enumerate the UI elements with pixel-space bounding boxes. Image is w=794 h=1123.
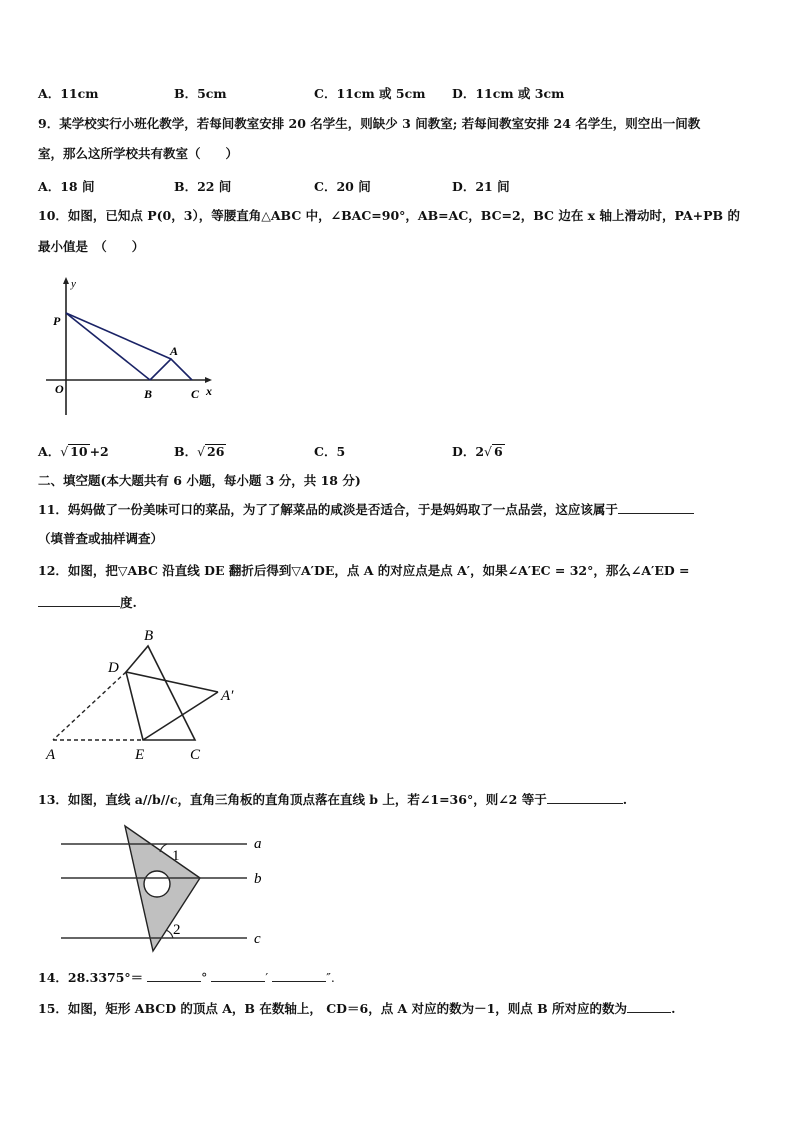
q9-line-1: 9．某学校实行小班化教学，若每间教室安排 20 名学生，则缺少 3 间教室; 若每间教室安排 24 名学生，则空出一间教: [38, 116, 701, 131]
angle-2-arc: [166, 930, 173, 938]
label-b: B: [144, 387, 153, 401]
q12-figure: [40, 622, 250, 767]
q14-second-blank[interactable]: [272, 968, 326, 982]
triangle-abc: [150, 359, 192, 380]
q9-line-2: 室，那么这所学校共有教室（ ）: [38, 146, 239, 161]
label-e: E: [135, 747, 145, 763]
label-d: D: [108, 660, 119, 676]
q10-line-1: 10．如图，已知点 P(0，3），等腰直角△ABC 中，∠BAC=90°，AB=AC，BC=2，BC 边在 x 轴上滑动时，PA+PB 的: [38, 208, 740, 223]
q9-option-c: C．20 间: [314, 179, 371, 194]
q10-option-a-label: A．: [38, 444, 61, 459]
label-a: A: [170, 344, 179, 358]
q15-tail: .: [671, 1001, 676, 1016]
label-p: P: [53, 314, 61, 328]
q13-answer-blank[interactable]: [547, 790, 623, 804]
q15-line: [38, 999, 675, 1018]
q14-deg-sign: °: [201, 970, 208, 985]
segment-pb: [66, 313, 150, 380]
q13-figure: [55, 820, 280, 960]
label-a2: A: [46, 747, 56, 763]
q10-option-a-tail: +2: [89, 444, 109, 459]
q10-option-b: B．√ 26: [174, 444, 225, 459]
label-line-b: b: [254, 871, 262, 887]
q10-option-c: C．5: [314, 444, 346, 459]
q8-option-a: A．11cm: [38, 86, 99, 101]
label-x: x: [206, 384, 212, 398]
q8-option-d: D．11cm 或 3cm: [452, 86, 565, 101]
segment-pa: [66, 313, 171, 359]
q10-option-d-label: D．2: [452, 444, 485, 459]
label-line-c: c: [254, 931, 261, 947]
label-line-a: a: [254, 836, 262, 852]
q12-answer-blank[interactable]: [38, 593, 120, 607]
section-2-title: 二、填空题(本大题共有 6 小题，每小题 3 分，共 18 分): [38, 473, 361, 488]
q14-text: 14．28.3375°＝: [38, 970, 144, 985]
label-angle-2: 2: [173, 922, 181, 938]
label-y: y: [71, 278, 76, 290]
q9-option-d: D．21 间: [452, 179, 510, 194]
q14-degree-blank[interactable]: [147, 968, 201, 982]
q13-text: 13．如图，直线 a//b//c，直角三角板的直角顶点落在直线 b 上，若∠1=36°，则∠2 等于: [38, 792, 547, 807]
q14-tail: .: [330, 970, 335, 985]
q11-line-2: （填普查或抽样调查）: [38, 531, 164, 546]
q14-minute-blank[interactable]: [211, 968, 265, 982]
label-a1: A′: [221, 688, 234, 704]
q10-option-d-radicand: 6: [494, 444, 503, 459]
label-b2: B: [144, 628, 154, 644]
q10-option-a-radicand: 10: [70, 444, 88, 459]
q14-sec-sign: ″: [326, 970, 331, 985]
q10-line-2: 最小值是 （ ）: [38, 239, 145, 254]
segment-da1: [126, 672, 218, 692]
q15-answer-blank[interactable]: [627, 999, 671, 1013]
label-o: O: [55, 382, 64, 396]
fold-line-da: [53, 672, 126, 740]
q11-line-1: [38, 500, 694, 519]
q14-line: [38, 968, 335, 987]
q11-text: 11．妈妈做了一份美味可口的菜品，为了了解菜品的咸淡是否适合，于是妈妈取了一点品尝，这应该属于: [38, 502, 618, 517]
q11-answer-blank[interactable]: [618, 500, 694, 514]
label-c: C: [191, 387, 200, 401]
q9-option-b: B．22 间: [174, 179, 232, 194]
q10-option-d: D．2√ 6: [452, 444, 503, 459]
q12-line-2: [38, 593, 137, 612]
q10-option-a: A．√ 10 +2: [38, 444, 109, 459]
q14-min-sign: ′: [265, 970, 269, 985]
q10-option-b-label: B．: [174, 444, 198, 459]
q9-option-a: A．18 间: [38, 179, 95, 194]
triangle-dbc: [126, 646, 195, 740]
set-square-hole: [144, 871, 170, 897]
q10-option-b-radicand: 26: [207, 444, 225, 459]
q8-option-c: C．11cm 或 5cm: [314, 86, 426, 101]
label-angle-1: 1: [172, 848, 180, 864]
q13-tail: .: [622, 792, 628, 807]
q10-figure: [40, 275, 230, 420]
q15-text: 15．如图，矩形 ABCD 的顶点 A，B 在数轴上， CD＝6，点 A 对应的数为－1，则点 B 所对应的数为: [38, 1001, 628, 1016]
q13-line-1: [38, 790, 627, 809]
y-axis-arrow: [63, 277, 69, 284]
q12-tail: 度.: [120, 595, 137, 610]
q8-option-b: B．5cm: [174, 86, 227, 101]
q12-line-1: 12．如图，把▽ABC 沿直线 DE 翻折后得到▽A′DE，点 A 的对应点是点 A′，如果∠A′EC = 32°，那么∠A′ED =: [38, 563, 690, 578]
label-c2: C: [190, 747, 201, 763]
x-axis-arrow: [205, 377, 212, 383]
segment-ea1: [143, 692, 218, 740]
